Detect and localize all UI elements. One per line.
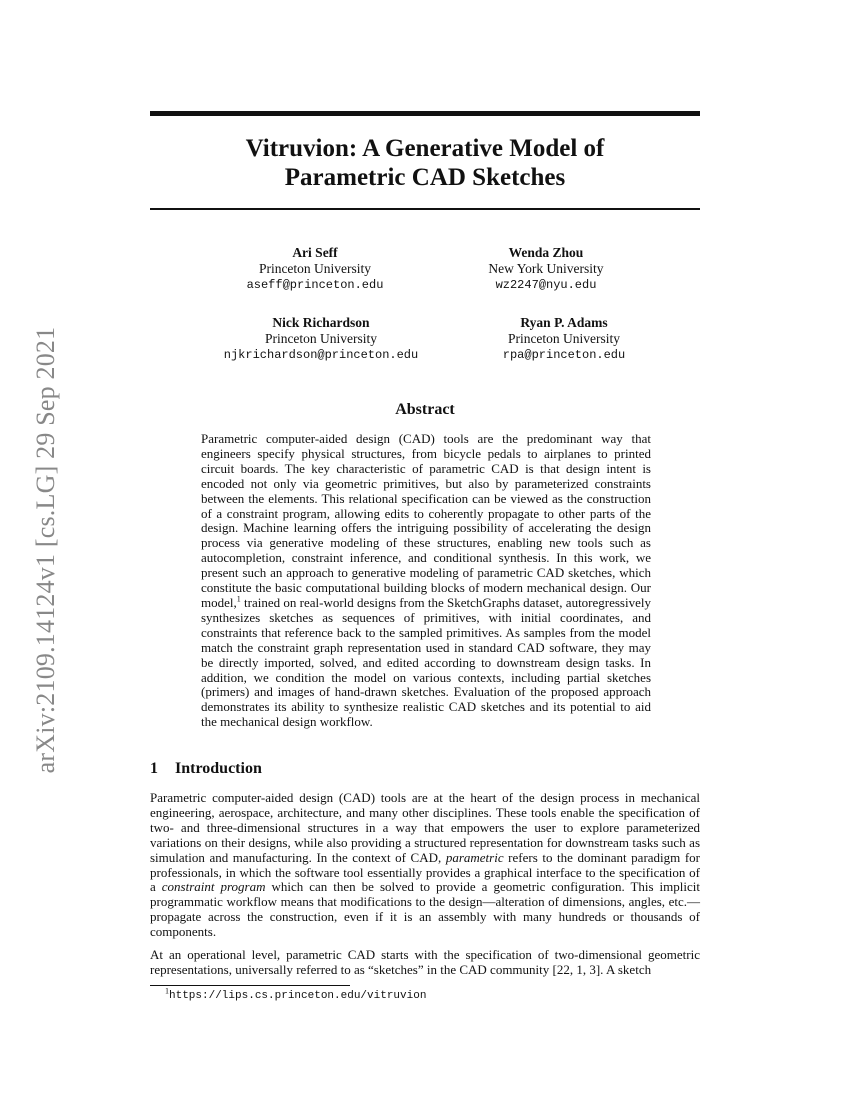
title-rule-top [150, 111, 700, 116]
intro-text-a: Parametric computer-aided design (CAD) tools are at the heart of the design process in mechanical engineering, aerospace, architecture, and many other disciplines. These tools enable the specification of two- and three-dimensional structures in a way that empowers the user to explore parameterized variations on their designs, while also providing a structured representation for downstream tasks such as simulation and manufacturing. In the context of CAD, [150, 790, 700, 865]
intro-text-b: refers to the dominant paradigm for professionals, in which the software tool essentially provides a graphical interface to the specification of a [150, 849, 701, 895]
footnote-rule [150, 985, 350, 986]
title-line-1: Vitruvion: A Generative Model of [245, 135, 605, 162]
author-email[interactable]: rpa@princeton.edu [502, 348, 626, 362]
intro-emphasis-constraint-program: constraint program [161, 879, 266, 895]
section-number: 1 [150, 760, 158, 777]
footnote-number: 1 [165, 986, 169, 996]
intro-text-c: which can then be solved to provide a geometric configuration. This implicit programmatic workflow means that modifications to the design—alteration of dimensions, angles, etc.—propagate across the construction, even if it is an assembly with many hundreds or thousands of components. [150, 879, 700, 940]
author-name: Ryan P. Adams [520, 315, 608, 330]
abstract-heading: Abstract [395, 401, 455, 418]
section-heading [150, 760, 262, 778]
title-line-2: Parametric CAD Sketches [284, 164, 566, 191]
author-name: Ari Seff [292, 245, 338, 260]
author-email[interactable]: njkrichardson@princeton.edu [223, 348, 419, 362]
footnote-marker[interactable]: 1 [236, 594, 241, 604]
author-email[interactable]: wz2247@nyu.edu [495, 278, 597, 292]
abstract-text [201, 432, 651, 730]
author-affiliation: Princeton University [507, 331, 621, 346]
author-name: Wenda Zhou [508, 245, 584, 260]
author-affiliation: Princeton University [264, 331, 378, 346]
footnote-url[interactable]: https://lips.cs.princeton.edu/vitruvion [169, 990, 427, 1002]
section-title: Introduction [175, 760, 262, 777]
author-name: Nick Richardson [272, 315, 370, 330]
intro-paragraph-2: At an operational level, parametric CAD starts with the specification of two-dimensional geometric representations, universally referred to as “sketches” in the CAD community [22, 1, 3]. A sketch [150, 947, 700, 977]
author-affiliation: Princeton University [258, 261, 372, 276]
title-rule-bottom [150, 208, 700, 210]
author-block [434, 315, 694, 363]
arxiv-identifier: arXiv:2109.14124v1 [cs.LG] 29 Sep 2021 [31, 326, 60, 774]
author-block [416, 245, 676, 293]
author-block [191, 315, 451, 363]
author-affiliation: New York University [488, 261, 604, 276]
author-block [185, 245, 445, 293]
abstract-part-2: trained on real-world designs from the SketchGraphs dataset, autoregressively synthesizes sketches as sequences of primitives, with initial coordinates, and constraints that reference back to the sampled primitives. As samples from the model match the constraint graph representation used in standard CAD software, they may be directly imported, solved, and edited according to downstream design tasks. In addition, we condition the model on various contexts, including partial sketches (primers) and images of hand-drawn sketches. Evaluation of the proposed approach demonstrates its ability to synthesize realistic CAD sketches and its potential to aid the mechanical design workflow. [201, 594, 651, 730]
author-email[interactable]: aseff@princeton.edu [246, 278, 384, 292]
intro-paragraph-1 [150, 791, 700, 940]
abstract-part-1: Parametric computer-aided design (CAD) tools are the predominant way that engineers specify physical structures, from bicycle pedals to airplanes to printed circuit boards. The key characteristic of parametric CAD is that design intent is encoded not only via geometric primitives, but also by parameterized constraints between the elements. This relational specification can be viewed as the construction of a constraint program, allowing edits to coherently propagate to other parts of the design. Machine learning offers the intriguing possibility of accelerating the design process via generative modeling of these structures, enabling new tools such as autocompletion, constraint inference, and conditional synthesis. In this work, we present such an approach to generative modeling of parametric CAD sketches, which constitute the basic computational building blocks of modern mechanical design. Our model, [201, 431, 651, 610]
footnote [165, 986, 427, 1002]
intro-emphasis-parametric: parametric [445, 849, 504, 865]
paper-title [150, 134, 700, 192]
